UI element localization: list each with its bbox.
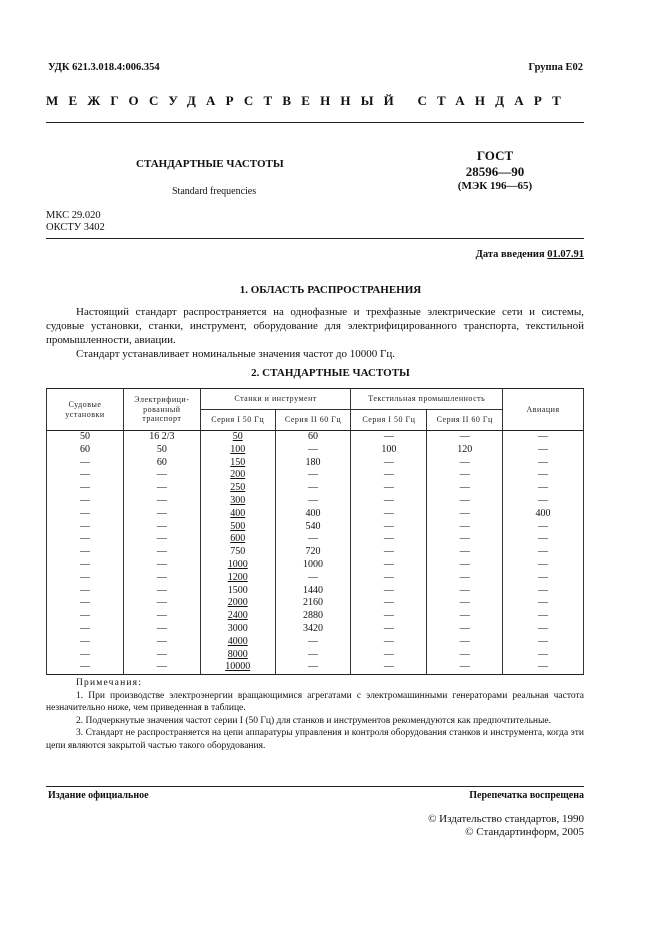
classification-codes [46, 210, 105, 234]
cell-tools-series-2: — [275, 533, 351, 546]
section-1-heading: 1. ОБЛАСТЬ РАСПРОСТРАНЕНИЯ [239, 284, 422, 296]
effective-date-label: Дата введения [475, 249, 545, 260]
scope-paragraph: Настоящий стандарт распространяется на однофазные и трехфазные электрические сети и системы, судовые установки, станки, инструмент, оборудование для электрифицированного транспорта, текстильной промышленности, авиации. [46, 306, 584, 346]
table-row [47, 661, 584, 674]
cell-textile-series-1: — [351, 572, 427, 585]
cell-ship: — [47, 610, 124, 623]
cell-textile-series-2: — [427, 482, 503, 495]
cell-tools-series-2: 1000 [275, 559, 351, 572]
cell-electrified: — [123, 597, 200, 610]
cell-tools-series-1 [200, 636, 275, 649]
cell-textile-series-2: 120 [427, 444, 503, 457]
cell-ship: — [47, 521, 124, 534]
header-textile-series-1: Серия I 50 Гц [351, 410, 427, 431]
cell-ship: 50 [47, 431, 124, 444]
cell-ship: — [47, 508, 124, 521]
cell-ship: — [47, 597, 124, 610]
cell-tools-series-2: 3420 [275, 623, 351, 636]
cell-ship: — [47, 482, 124, 495]
cell-electrified: — [123, 585, 200, 598]
frequency-value: 10000 [225, 661, 251, 673]
cell-electrified: — [123, 482, 200, 495]
cell-ship: — [47, 623, 124, 636]
frequency-value: 150 [230, 456, 246, 468]
cell-aviation: — [503, 649, 584, 662]
cell-aviation: 400 [503, 508, 584, 521]
table-row [47, 572, 584, 585]
cell-textile-series-1: — [351, 495, 427, 508]
cell-electrified: 16 2/3 [123, 431, 200, 444]
cell-textile-series-2: — [427, 431, 503, 444]
cell-tools-series-2: 180 [275, 457, 351, 470]
cell-textile-series-1: — [351, 521, 427, 534]
cell-textile-series-1: — [351, 457, 427, 470]
cell-textile-series-1: — [351, 597, 427, 610]
document-title-english: Standard frequencies [172, 186, 257, 197]
table-row [47, 457, 584, 470]
cell-tools-series-1 [200, 457, 275, 470]
cell-ship: — [47, 572, 124, 585]
table-row [47, 469, 584, 482]
table-row [47, 482, 584, 495]
cell-tools-series-2: 2880 [275, 610, 351, 623]
cell-aviation: — [503, 482, 584, 495]
table-row [47, 559, 584, 572]
cell-textile-series-1: — [351, 508, 427, 521]
cell-tools-series-1 [200, 572, 275, 585]
frequency-value: 8000 [227, 648, 248, 660]
header-electrified-transport: Электрифици-рованный транспорт [123, 389, 200, 431]
top-rule [46, 122, 584, 123]
cell-tools-series-2: — [275, 636, 351, 649]
cell-tools-series-1 [200, 559, 275, 572]
notes-heading: Примечания: [76, 678, 143, 688]
cell-ship: — [47, 457, 124, 470]
udk-code: УДК 621.3.018.4:006.354 [48, 62, 160, 73]
frequency-value: 1000 [227, 558, 248, 570]
table-row [47, 636, 584, 649]
cell-tools-series-1 [200, 495, 275, 508]
table-row [47, 610, 584, 623]
cell-textile-series-2: — [427, 521, 503, 534]
cell-electrified: 60 [123, 457, 200, 470]
cell-textile-series-2: — [427, 572, 503, 585]
cell-tools-series-2: 720 [275, 546, 351, 559]
table-row [47, 546, 584, 559]
frequency-value: 2000 [227, 597, 248, 609]
reprint-prohibited-label: Перепечатка воспрещена [469, 790, 584, 801]
cell-textile-series-1: — [351, 636, 427, 649]
cell-tools-series-1 [200, 610, 275, 623]
cell-tools-series-1 [200, 521, 275, 534]
header-textile-group: Текстильная промышленность [351, 389, 503, 410]
cell-textile-series-1: — [351, 533, 427, 546]
cell-textile-series-2: — [427, 597, 503, 610]
cell-tools-series-2: 400 [275, 508, 351, 521]
notes-block [46, 677, 584, 752]
cell-textile-series-2: — [427, 533, 503, 546]
document-title: СТАНДАРТНЫЕ ЧАСТОТЫ [136, 158, 284, 170]
cell-tools-series-1 [200, 482, 275, 495]
cell-electrified: — [123, 546, 200, 559]
cell-textile-series-2: — [427, 636, 503, 649]
interstate-standard-banner: МЕЖГОСУДАРСТВЕННЫЙ СТАНДАРТ [46, 93, 572, 108]
cell-tools-series-2: — [275, 572, 351, 585]
cell-tools-series-1 [200, 661, 275, 674]
gost-label: ГОСТ [476, 148, 514, 163]
cell-electrified: 50 [123, 444, 200, 457]
cell-tools-series-2: 540 [275, 521, 351, 534]
cell-ship: 60 [47, 444, 124, 457]
range-paragraph: Стандарт устанавливает номинальные значения частот до 10000 Гц. [76, 348, 396, 360]
cell-ship: — [47, 546, 124, 559]
cell-tools-series-1 [200, 469, 275, 482]
copyright-line-1: © Издательство стандартов, 1990 [428, 813, 584, 825]
table-row [47, 585, 584, 598]
header-aviation: Авиация [503, 389, 584, 431]
cell-aviation: — [503, 444, 584, 457]
frequency-value: 3000 [227, 622, 248, 634]
frequency-value: 1200 [227, 571, 248, 583]
cell-electrified: — [123, 533, 200, 546]
table-row [47, 533, 584, 546]
table-row [47, 623, 584, 636]
header-ship-installations: Судовые установки [47, 389, 124, 431]
cell-aviation: — [503, 521, 584, 534]
cell-tools-series-1 [200, 508, 275, 521]
cell-ship: — [47, 559, 124, 572]
cell-electrified: — [123, 610, 200, 623]
gost-block [455, 148, 535, 180]
cell-aviation: — [503, 546, 584, 559]
cell-textile-series-2: — [427, 623, 503, 636]
cell-electrified: — [123, 649, 200, 662]
cell-tools-series-1 [200, 444, 275, 457]
effective-date-value: 01.07.91 [547, 249, 584, 260]
cell-electrified: — [123, 623, 200, 636]
cell-electrified: — [123, 521, 200, 534]
frequency-table [46, 388, 584, 675]
cell-textile-series-2: — [427, 495, 503, 508]
cell-tools-series-2: — [275, 495, 351, 508]
cell-textile-series-2: — [427, 546, 503, 559]
header-textile-series-2: Серия II 60 Гц [427, 410, 503, 431]
cell-ship: — [47, 649, 124, 662]
cell-tools-series-2: 60 [275, 431, 351, 444]
cell-textile-series-1: — [351, 482, 427, 495]
cell-ship: — [47, 661, 124, 674]
frequency-table-body [47, 431, 584, 675]
frequency-value: 4000 [227, 635, 248, 647]
cell-tools-series-2: — [275, 444, 351, 457]
table-row [47, 508, 584, 521]
cell-tools-series-2: — [275, 482, 351, 495]
frequency-value: 50 [232, 431, 243, 442]
cell-aviation: — [503, 661, 584, 674]
table-row [47, 597, 584, 610]
cell-electrified: — [123, 636, 200, 649]
table-row [47, 521, 584, 534]
cell-tools-series-1 [200, 623, 275, 636]
cell-textile-series-2: — [427, 649, 503, 662]
cell-textile-series-1: — [351, 649, 427, 662]
cell-tools-series-2: 2160 [275, 597, 351, 610]
cell-aviation: — [503, 636, 584, 649]
cell-ship: — [47, 495, 124, 508]
cell-ship: — [47, 585, 124, 598]
cell-aviation: — [503, 623, 584, 636]
frequency-value: 1500 [227, 584, 248, 596]
section-1-body [46, 305, 584, 361]
official-edition-label: Издание официальное [48, 790, 149, 801]
cell-electrified: — [123, 508, 200, 521]
cell-tools-series-1 [200, 431, 275, 444]
section-2-heading: 2. СТАНДАРТНЫЕ ЧАСТОТЫ [251, 367, 410, 379]
cell-aviation: — [503, 597, 584, 610]
cell-aviation: — [503, 572, 584, 585]
bottom-rule [46, 786, 584, 787]
table-row [47, 431, 584, 444]
cell-textile-series-1: — [351, 469, 427, 482]
cell-textile-series-2: — [427, 661, 503, 674]
header-tools-series-2: Серия II 60 Гц [275, 410, 351, 431]
note-3: 3. Стандарт не распространяется на цепи аппаратуры управления и контроля оборудования станков и инструмента, когда эти цепи являются закрытой частью такого оборудования. [46, 728, 584, 751]
cell-tools-series-1 [200, 585, 275, 598]
cell-tools-series-1 [200, 597, 275, 610]
group-code: Группа Е02 [528, 62, 583, 73]
cell-tools-series-2: — [275, 649, 351, 662]
cell-electrified: — [123, 572, 200, 585]
cell-textile-series-1: — [351, 431, 427, 444]
cell-textile-series-2: — [427, 457, 503, 470]
gost-number: 28596—90 [465, 164, 525, 179]
cell-aviation: — [503, 533, 584, 546]
frequency-value: 200 [230, 469, 246, 481]
cell-ship: — [47, 636, 124, 649]
cell-electrified: — [123, 559, 200, 572]
cell-aviation: — [503, 559, 584, 572]
frequency-value: 500 [230, 520, 246, 532]
iec-reference: (МЭК 196—65) [457, 180, 533, 192]
table-row [47, 649, 584, 662]
copyright-line-2: © Стандартинформ, 2005 [465, 826, 584, 838]
cell-textile-series-2: — [427, 469, 503, 482]
cell-textile-series-2: — [427, 559, 503, 572]
frequency-value: 400 [230, 507, 246, 519]
frequency-value: 250 [230, 482, 246, 494]
table-row [47, 495, 584, 508]
cell-textile-series-1: — [351, 546, 427, 559]
note-2: 2. Подчеркнутые значения частот серии I (50 Гц) для станков и инструментов рекомендуются как предпочтительные. [76, 715, 551, 726]
cell-tools-series-1 [200, 546, 275, 559]
cell-tools-series-2: 1440 [275, 585, 351, 598]
frequency-value: 750 [230, 546, 246, 558]
cell-ship: — [47, 533, 124, 546]
cell-textile-series-1: — [351, 559, 427, 572]
cell-aviation: — [503, 585, 584, 598]
cell-tools-series-2: — [275, 661, 351, 674]
cell-textile-series-2: — [427, 610, 503, 623]
effective-date [476, 249, 584, 260]
cell-textile-series-2: — [427, 508, 503, 521]
cell-aviation: — [503, 431, 584, 444]
cell-textile-series-1: 100 [351, 444, 427, 457]
cell-electrified: — [123, 661, 200, 674]
header-tools-group: Станки и инструмент [200, 389, 351, 410]
mks-code: МКС 29.020 [46, 210, 101, 221]
frequency-value: 300 [230, 494, 246, 506]
cell-electrified: — [123, 495, 200, 508]
frequency-value: 600 [230, 533, 246, 545]
cell-textile-series-1: — [351, 610, 427, 623]
frequency-value: 100 [230, 443, 246, 455]
cell-aviation: — [503, 495, 584, 508]
cell-tools-series-1 [200, 649, 275, 662]
note-1: 1. При производстве электроэнергии вращающимися агрегатами с электромашинными генераторами реальная частота незначительно ниже, чем приведенная в таблице. [46, 690, 584, 713]
cell-textile-series-1: — [351, 661, 427, 674]
cell-tools-series-2: — [275, 469, 351, 482]
cell-textile-series-1: — [351, 623, 427, 636]
cell-aviation: — [503, 610, 584, 623]
header-tools-series-1: Серия I 50 Гц [200, 410, 275, 431]
cell-tools-series-1 [200, 533, 275, 546]
cell-textile-series-1: — [351, 585, 427, 598]
cell-textile-series-2: — [427, 585, 503, 598]
cell-aviation: — [503, 457, 584, 470]
middle-rule [46, 238, 584, 239]
cell-ship: — [47, 469, 124, 482]
cell-aviation: — [503, 469, 584, 482]
frequency-value: 2400 [227, 610, 248, 622]
cell-electrified: — [123, 469, 200, 482]
okstu-code: ОКСТУ 3402 [46, 222, 105, 233]
table-row [47, 444, 584, 457]
